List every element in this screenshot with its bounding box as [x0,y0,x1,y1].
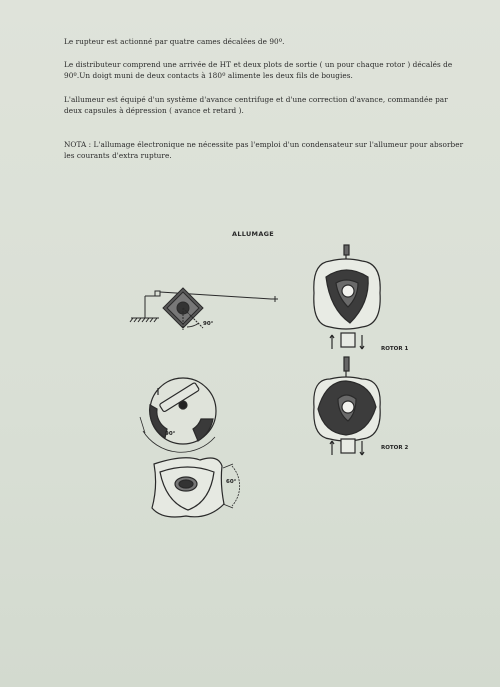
rotor2-label: ROTOR 2 [381,445,409,451]
angle-label-distributeur: 90° [165,431,176,437]
rotor1-diagram [310,243,390,353]
figure-title: ALLUMAGE [232,230,275,238]
paragraph-nota: NOTA : L'allumage électronique ne nécessite pas l'emploi d'un condensateur sur l'allumeur pour absorber les courants d'extra rupture. [64,140,464,160]
paragraph-rupteur: Le rupteur est actionné par quatre cames décalées de 90º. [64,37,285,46]
rupteur-diagram [125,278,285,338]
rotor1-label: ROTOR 1 [381,346,409,352]
housing-diagram [148,454,248,524]
paragraph-allumeur: L'allumeur est équipé d'un système d'avance centrifuge et d'une correction d'avance, commandée par deux capsules à dépression ( avance et retard ). [64,95,448,115]
paragraph-distributeur: Le distributeur comprend une arrivée de HT et deux plots de sortie ( un pour chaque rotor ) décalés de 90º.Un doigt muni de deux contacts à 180º alimente les deux fils de bougies. [64,60,453,80]
angle-label-housing: 60° [226,479,237,485]
distributeur-diagram [135,375,235,445]
rotor2-diagram [310,355,390,455]
angle-label-rupteur: 90° [203,321,214,327]
